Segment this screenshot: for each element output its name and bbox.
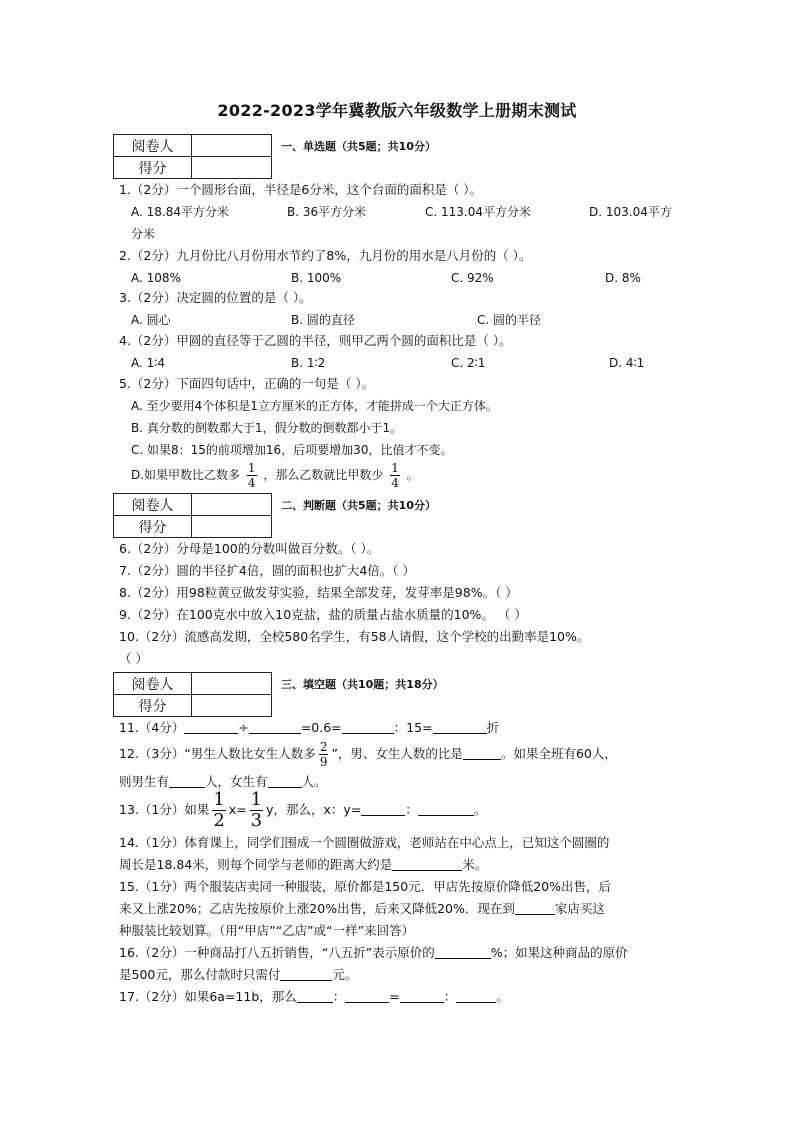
q12-line2-pre: 则男生有 bbox=[119, 774, 170, 789]
q11-end: 折 bbox=[486, 720, 500, 735]
score-box bbox=[113, 134, 272, 179]
reviewer-label: 阅卷人 bbox=[114, 135, 192, 157]
answer-blank[interactable] bbox=[463, 747, 501, 760]
answer-blank[interactable] bbox=[184, 721, 238, 734]
q1-option-d-cont: 分米 bbox=[131, 227, 156, 241]
answer-blank[interactable] bbox=[392, 858, 462, 871]
q12-end: 。如果全班有60人， bbox=[500, 746, 617, 761]
reviewer-cell bbox=[192, 494, 272, 516]
q14-line2-pre: 周长是18.84米，则每个同学与老师的距离大约是 bbox=[119, 857, 393, 872]
score-box bbox=[113, 672, 272, 717]
q5-option-c: C. 如果8：15的前项增加16，后项要增加30，比值才不变。 bbox=[131, 443, 453, 457]
q2-option-c: C. 92% bbox=[451, 271, 494, 285]
q5-option-b: B. 真分数的倒数都大于1，假分数的倒数都小于1。 bbox=[131, 421, 403, 435]
fraction-numerator: 1 bbox=[247, 461, 256, 475]
q2-option-b: B. 100% bbox=[291, 271, 342, 285]
answer-blank[interactable] bbox=[268, 775, 302, 788]
answer-blank[interactable] bbox=[345, 990, 389, 1003]
fraction-numerator: 1 bbox=[213, 789, 225, 810]
score-cell bbox=[192, 157, 272, 179]
question-14-line2 bbox=[119, 857, 487, 873]
reviewer-cell bbox=[192, 673, 272, 695]
q13-prefix: 13.（1分）如果 bbox=[119, 802, 210, 817]
q16-line2-pre: 是500元，那么付款时只需付 bbox=[119, 967, 281, 982]
fraction-two-ninths bbox=[319, 741, 329, 768]
reviewer-cell bbox=[192, 135, 272, 157]
question-16 bbox=[119, 945, 628, 961]
q4-option-c: C. 2∶1 bbox=[451, 356, 486, 370]
fraction-denominator: 9 bbox=[319, 755, 328, 769]
q2-option-d: D. 8% bbox=[605, 271, 641, 285]
section-title: 三、填空题（共10题；共18分） bbox=[281, 678, 444, 691]
fraction-one-quarter bbox=[390, 462, 400, 489]
q16-line2-end: 元。 bbox=[332, 967, 358, 982]
q11-colon: ： bbox=[393, 720, 407, 735]
question-3: 3.（2分）决定圆的位置的是（ ）。 bbox=[119, 290, 312, 305]
q12-mid: ”，男、女生人数的比是 bbox=[331, 746, 463, 761]
q17-colon-1: ： bbox=[332, 989, 346, 1004]
q2-option-a: A. 108% bbox=[131, 271, 181, 285]
q17-end: 。 bbox=[496, 989, 509, 1004]
section-1-header bbox=[113, 134, 436, 179]
q3-option-b: B. 圆的直径 bbox=[291, 313, 355, 327]
q4-option-b: B. 1∶2 bbox=[291, 356, 326, 370]
q16-line1-pre: 16.（2分）一种商品打八五折销售，“八五折”表示原价的 bbox=[119, 945, 435, 960]
question-9: 9.（2分）在100克水中放入10克盐，盐的质量占盐水质量的10%。 （ ） bbox=[119, 607, 527, 622]
score-cell bbox=[192, 695, 272, 717]
reviewer-label: 阅卷人 bbox=[114, 673, 192, 695]
question-12-line2 bbox=[119, 774, 327, 790]
score-label: 得分 bbox=[114, 516, 192, 538]
answer-blank[interactable] bbox=[280, 968, 332, 981]
q13-x: x= bbox=[228, 802, 247, 817]
answer-blank[interactable] bbox=[400, 990, 444, 1003]
answer-blank[interactable] bbox=[361, 803, 405, 816]
question-1: 1.（2分）一个圆形台面，半径是6分米，这个台面的面积是（ ）。 bbox=[119, 182, 483, 197]
q14-line2-end: 米。 bbox=[462, 857, 488, 872]
q5-d-text-end: 。 bbox=[406, 468, 419, 482]
q5-option-d bbox=[131, 460, 419, 490]
q11-divide: ÷ bbox=[238, 720, 249, 735]
question-10-cont: （ ） bbox=[119, 651, 148, 666]
q17-colon-2: ： bbox=[443, 989, 457, 1004]
section-title: 二、判断题（共5题；共10分） bbox=[281, 499, 436, 512]
question-4: 4.（2分）甲圆的直径等于乙圆的半径，则甲乙两个圆的面积比是（ ）。 bbox=[119, 333, 512, 348]
fraction-denominator: 3 bbox=[250, 810, 263, 831]
answer-blank[interactable] bbox=[435, 946, 491, 959]
answer-blank[interactable] bbox=[169, 775, 205, 788]
fraction-one-third bbox=[250, 791, 263, 830]
section-title: 一、单选题（共5题；共10分） bbox=[281, 140, 436, 153]
q13-colon: ： bbox=[405, 802, 418, 817]
question-5: 5.（2分）下面四句话中，正确的一句是（ ）。 bbox=[119, 376, 375, 391]
answer-blank[interactable] bbox=[342, 721, 394, 734]
q1-option-c: C. 113.04平方分米 bbox=[425, 205, 531, 219]
score-cell bbox=[192, 516, 272, 538]
question-2: 2.（2分）九月份比八月份用水节约了8%，九月份的用水是八月份的（ ）。 bbox=[119, 248, 532, 263]
q12-line2-mid: 人，女生有 bbox=[205, 774, 268, 789]
section-2-header bbox=[113, 493, 436, 538]
q5-d-text-pre: D.如果甲数比乙数多 bbox=[131, 468, 241, 482]
answer-blank[interactable] bbox=[456, 990, 496, 1003]
q1-option-b: B. 36平方分米 bbox=[287, 205, 367, 219]
fraction-denominator: 4 bbox=[391, 476, 399, 490]
fraction-one-half bbox=[212, 791, 225, 830]
q17-prefix: 17.（2分）如果6a=11b，那么 bbox=[119, 989, 297, 1004]
score-label: 得分 bbox=[114, 695, 192, 717]
fraction-numerator: 1 bbox=[250, 789, 263, 810]
fraction-numerator: 2 bbox=[319, 740, 328, 754]
fraction-numerator: 1 bbox=[391, 461, 399, 475]
answer-blank[interactable] bbox=[297, 990, 333, 1003]
question-15-line2 bbox=[119, 901, 605, 917]
q4-option-a: A. 1∶4 bbox=[131, 356, 166, 370]
score-label: 得分 bbox=[114, 157, 192, 179]
answer-blank[interactable] bbox=[433, 721, 487, 734]
q11-mid2: 15= bbox=[406, 720, 433, 735]
question-16-line2 bbox=[119, 967, 357, 983]
q3-option-c: C. 圆的半径 bbox=[477, 313, 542, 327]
answer-blank[interactable] bbox=[515, 902, 555, 915]
q13-y: y，那么，x：y= bbox=[266, 802, 362, 817]
page-title: 2022-2023学年冀教版六年级数学上册期末测试 bbox=[217, 101, 577, 120]
fraction-denominator: 2 bbox=[213, 810, 225, 831]
question-7: 7.（2分）圆的半径扩4倍，圆的面积也扩大4倍。（ ） bbox=[119, 563, 416, 578]
question-8: 8.（2分）用98粒黄豆做发芽实验，结果全部发芽，发芽率是98%。（ ） bbox=[119, 585, 518, 600]
section-3-header bbox=[113, 672, 444, 717]
q4-option-d: D. 4∶1 bbox=[609, 356, 645, 370]
q12-line2-end: 人。 bbox=[301, 774, 327, 789]
fraction-denominator: 4 bbox=[247, 476, 256, 490]
question-13 bbox=[119, 790, 486, 830]
question-17 bbox=[119, 989, 509, 1005]
reviewer-label: 阅卷人 bbox=[114, 494, 192, 516]
q5-option-a: A. 至少要用4个体积是1立方厘米的正方体，才能拼成一个大正方体。 bbox=[131, 399, 498, 413]
question-10: 10.（2分）流感高发期，全校580名学生，有58人请假，这个学校的出勤率是10%。 bbox=[119, 629, 590, 644]
fraction-one-quarter bbox=[247, 462, 257, 489]
q3-option-a: A. 圆心 bbox=[131, 313, 171, 327]
score-box bbox=[113, 493, 272, 538]
answer-blank[interactable] bbox=[249, 721, 301, 734]
question-6: 6.（2分）分母是100的分数叫做百分数。（ ）。 bbox=[119, 541, 380, 556]
question-14: 14.（1分）体育课上，同学们围成一个圆圈做游戏，老师站在中心点上，已知这个圆圈的 bbox=[119, 835, 610, 850]
q5-d-text-mid: ，那么乙数就比甲数少 bbox=[263, 468, 384, 482]
question-12 bbox=[119, 738, 617, 770]
question-11 bbox=[119, 720, 499, 736]
answer-blank[interactable] bbox=[418, 803, 474, 816]
q1-option-d: D. 103.04平方 bbox=[589, 205, 672, 219]
q15-line2-end: 家店买这 bbox=[554, 901, 605, 916]
q12-prefix: 12.（3分）“男生人数比女生人数多 bbox=[119, 746, 316, 761]
question-15-line3: 种服装比较划算。（用“甲店”“乙店”或“一样”来回答） bbox=[119, 923, 415, 938]
q13-end: 。 bbox=[473, 802, 487, 817]
q11-mid: =0.6= bbox=[300, 720, 342, 735]
q17-equals: = bbox=[389, 989, 400, 1004]
q1-option-a: A. 18.84平方分米 bbox=[131, 205, 229, 219]
question-15: 15.（1分）两个服装店卖同一种服装，原价都是150元．甲店先按原价降低20%出售，后 bbox=[119, 879, 611, 894]
q11-prefix: 11.（4分） bbox=[119, 720, 185, 735]
q15-line2-pre: 来又上涨20%；乙店先按原价上涨20%出售，后来又降低20%．现在到 bbox=[119, 901, 515, 916]
q16-line1-end: %；如果这种商品的原价 bbox=[490, 945, 628, 960]
